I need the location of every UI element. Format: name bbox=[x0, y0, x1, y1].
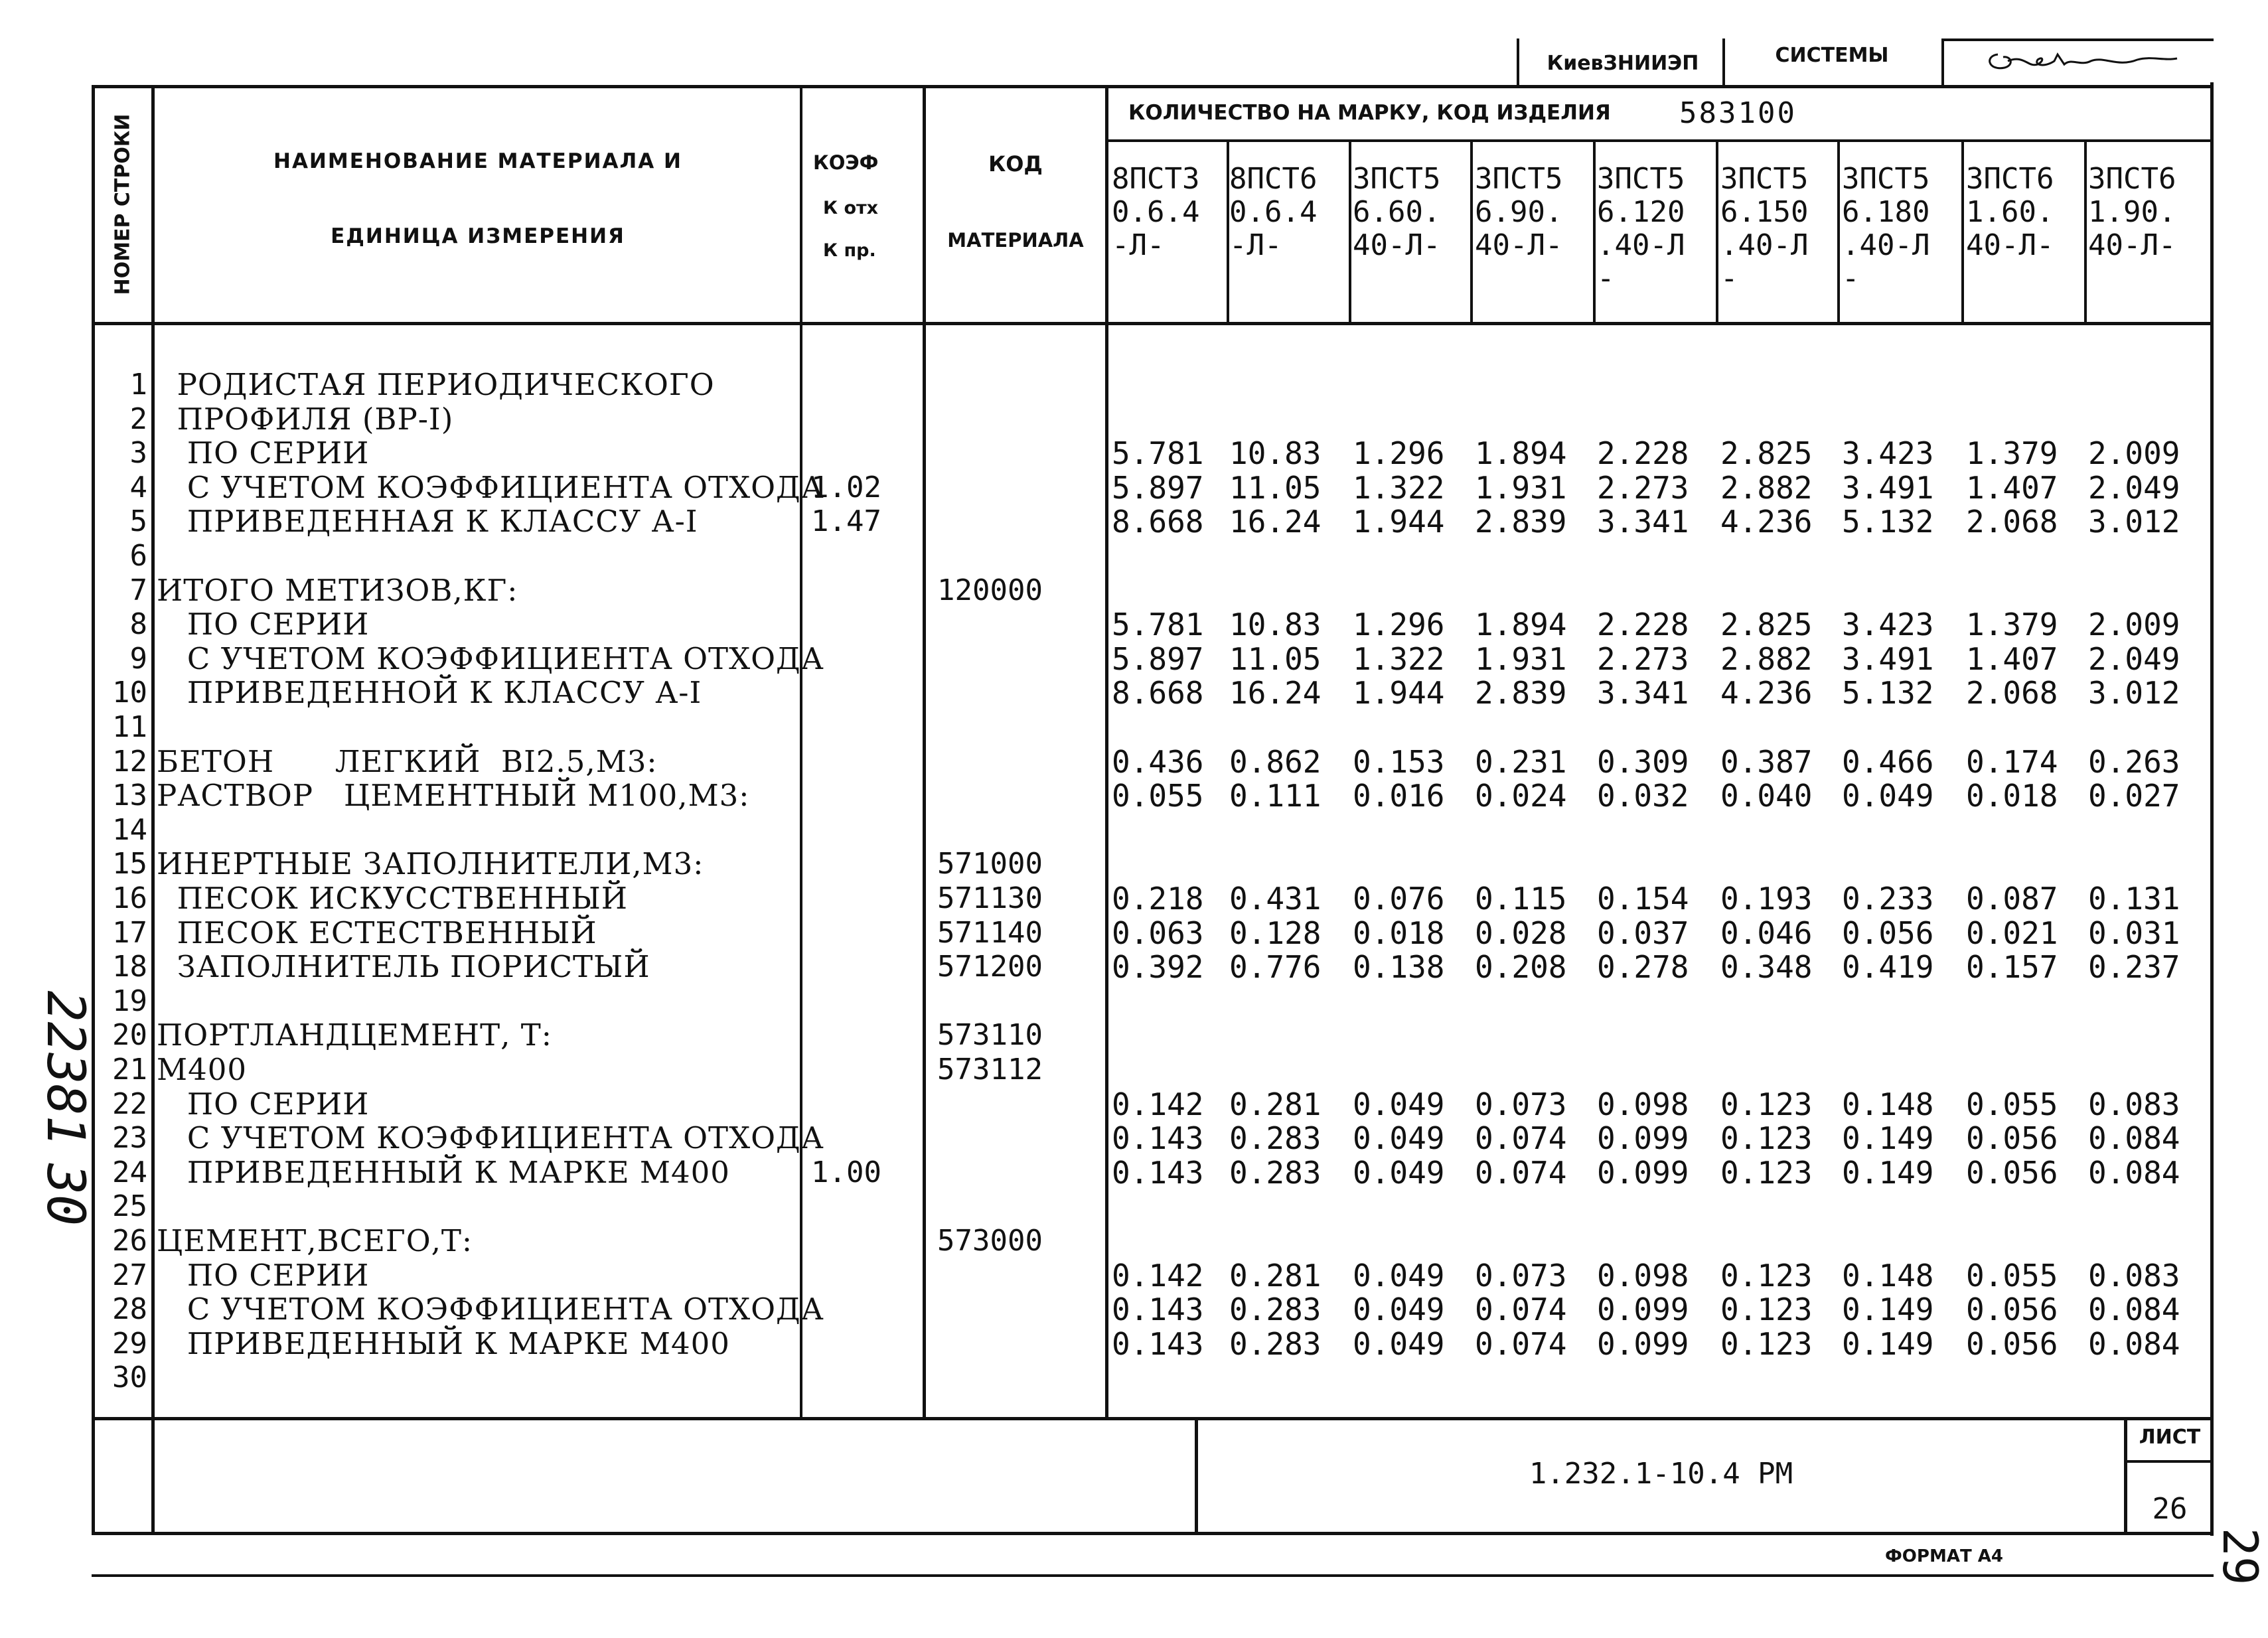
quantity-cell: 2.839 bbox=[1475, 504, 1567, 540]
quantity-cell: 2.009 bbox=[2088, 435, 2180, 472]
quantity-cell: 16.24 bbox=[1229, 504, 1322, 540]
row-number: 3 bbox=[129, 436, 147, 471]
row-number: 4 bbox=[129, 470, 147, 504]
quantity-cell: 3.341 bbox=[1597, 504, 1689, 540]
material-code: 573000 bbox=[937, 1224, 1043, 1258]
quantity-cell: 16.24 bbox=[1229, 675, 1322, 711]
quantity-cell: 0.309 bbox=[1597, 743, 1689, 780]
quantity-cell: 0.131 bbox=[2088, 881, 2180, 917]
mark-header-5: 3ПСТ5 6.120 .40-Л - bbox=[1597, 162, 1685, 295]
sheet-number: 26 bbox=[2152, 1492, 2188, 1526]
quantity-cell: 3.423 bbox=[1842, 435, 1934, 472]
quantity-cell: 0.431 bbox=[1229, 881, 1322, 917]
quantity-cell: 3.012 bbox=[2088, 504, 2180, 540]
quantity-cell: 0.027 bbox=[2088, 778, 2180, 814]
material-name: ПО СЕРИИ bbox=[157, 607, 370, 642]
quantity-cell: 0.099 bbox=[1597, 1292, 1689, 1328]
col-line-rownum bbox=[151, 85, 155, 1533]
material-name: ПРИВЕДЕННОЙ К КЛАССУ А-I bbox=[157, 675, 702, 711]
quantity-cell: 0.056 bbox=[1966, 1120, 2058, 1157]
row-number: 14 bbox=[112, 812, 147, 847]
material-code: 571000 bbox=[937, 847, 1043, 881]
row-number: 11 bbox=[112, 710, 147, 744]
quantity-cell: 1.322 bbox=[1353, 469, 1445, 506]
material-name: С УЧЕТОМ КОЭФФИЦИЕНТА ОТХОДА bbox=[157, 1292, 824, 1327]
quantity-cell: 8.668 bbox=[1112, 504, 1204, 540]
quantity-cell: 2.882 bbox=[1720, 469, 1813, 506]
format-rule bbox=[92, 1574, 2214, 1577]
material-code: 573110 bbox=[937, 1018, 1043, 1053]
inventory-number: 22381 bbox=[35, 990, 95, 1147]
signature-icon bbox=[1965, 41, 2204, 85]
quantity-cell: 0.283 bbox=[1229, 1325, 1322, 1362]
material-name: ПРИВЕДЕННЫЙ К МАРКЕ М400 bbox=[157, 1154, 730, 1190]
quantity-cell: 1.944 bbox=[1353, 504, 1445, 540]
quantity-label: КОЛИЧЕСТВО НА МАРКУ, КОД ИЗДЕЛИЯ bbox=[1128, 101, 1611, 125]
quantity-cell: 0.049 bbox=[1353, 1257, 1445, 1294]
quantity-cell: 1.296 bbox=[1353, 607, 1445, 643]
quantity-cell: 0.056 bbox=[1842, 915, 1934, 951]
quantity-cell: 11.05 bbox=[1229, 640, 1322, 677]
quantity-cell: 0.056 bbox=[1966, 1154, 2058, 1191]
row-number: 17 bbox=[112, 915, 147, 950]
quantity-cell: 0.419 bbox=[1842, 949, 1934, 986]
stamp-line-1 bbox=[1517, 38, 1519, 86]
quantity-cell: 0.138 bbox=[1353, 949, 1445, 986]
quantity-cell: 0.049 bbox=[1353, 1292, 1445, 1328]
material-name: ЦЕМЕНТ,ВСЕГО,Т: bbox=[157, 1223, 473, 1258]
row-number: 23 bbox=[112, 1121, 147, 1155]
row-number: 26 bbox=[112, 1224, 147, 1258]
quantity-cell: 4.236 bbox=[1720, 675, 1813, 711]
quantity-cell: 0.074 bbox=[1475, 1120, 1567, 1157]
quantity-cell: 0.193 bbox=[1720, 881, 1813, 917]
quantity-cell: 2.882 bbox=[1720, 640, 1813, 677]
material-code: 571130 bbox=[937, 881, 1043, 915]
quantity-cell: 1.407 bbox=[1966, 469, 2058, 506]
quantity-cell: 0.149 bbox=[1842, 1120, 1934, 1157]
quantity-cell: 0.348 bbox=[1720, 949, 1813, 986]
quantity-cell: 0.016 bbox=[1353, 778, 1445, 814]
quantity-cell: 3.341 bbox=[1597, 675, 1689, 711]
row-number: 28 bbox=[112, 1292, 147, 1327]
mark-header-2: 8ПСТ6 0.6.4 -Л- bbox=[1229, 162, 1318, 262]
row-number: 5 bbox=[129, 504, 147, 539]
quantity-cell: 0.074 bbox=[1475, 1292, 1567, 1328]
quantity-cell: 5.781 bbox=[1112, 435, 1204, 472]
material-code: 571140 bbox=[937, 915, 1043, 950]
material-name: С УЧЕТОМ КОЭФФИЦИЕНТА ОТХОДА bbox=[157, 1120, 824, 1156]
quantity-cell: 0.040 bbox=[1720, 778, 1813, 814]
quantity-cell: 0.123 bbox=[1720, 1325, 1813, 1362]
quantity-cell: 0.123 bbox=[1720, 1120, 1813, 1157]
sheet-box-mid bbox=[2124, 1460, 2214, 1463]
quantity-cell: 0.098 bbox=[1597, 1257, 1689, 1294]
mark-header-8: 3ПСТ6 1.60. 40-Л- bbox=[1966, 162, 2054, 262]
mark-col-line bbox=[1349, 141, 1351, 323]
quantity-cell: 0.237 bbox=[2088, 949, 2180, 986]
material-name: ПЕСОК ЕСТЕСТВЕННЫЙ bbox=[157, 915, 597, 950]
coefficient-value: 1.00 bbox=[811, 1155, 881, 1189]
quantity-cell: 0.862 bbox=[1229, 743, 1322, 780]
quantity-cell: 0.049 bbox=[1842, 778, 1934, 814]
quantity-cell: 0.149 bbox=[1842, 1325, 1934, 1362]
quantity-cell: 0.149 bbox=[1842, 1154, 1934, 1191]
material-name: ПРОФИЛЯ (ВР-I) bbox=[157, 401, 454, 437]
material-code: 571200 bbox=[937, 950, 1043, 984]
material-name: ПО СЕРИИ bbox=[157, 1257, 370, 1293]
row-number: 22 bbox=[112, 1086, 147, 1121]
row-number: 27 bbox=[112, 1258, 147, 1292]
quantity-cell: 0.776 bbox=[1229, 949, 1322, 986]
quantity-cell: 0.056 bbox=[1966, 1325, 2058, 1362]
mark-col-line bbox=[2084, 141, 2087, 323]
coef-header-line2: К отх bbox=[823, 198, 879, 218]
quantity-cell: 0.074 bbox=[1475, 1154, 1567, 1191]
quantity-cell: 1.944 bbox=[1353, 675, 1445, 711]
quantity-cell: 2.273 bbox=[1597, 640, 1689, 677]
mark-col-line bbox=[1716, 141, 1718, 323]
material-name: ПРИВЕДЕННАЯ К КЛАССУ А-I bbox=[157, 504, 698, 540]
quantity-cell: 5.897 bbox=[1112, 640, 1204, 677]
product-code: 583100 bbox=[1679, 96, 1797, 130]
quantity-cell: 1.931 bbox=[1475, 469, 1567, 506]
frame-right bbox=[2210, 82, 2214, 1536]
mark-header-1: 8ПСТ3 0.6.4 -Л- bbox=[1112, 162, 1200, 262]
quantity-cell: 2.068 bbox=[1966, 504, 2058, 540]
quantity-cell: 0.084 bbox=[2088, 1120, 2180, 1157]
quantity-cell: 0.143 bbox=[1112, 1154, 1204, 1191]
quantity-cell: 0.154 bbox=[1597, 881, 1689, 917]
quantity-cell: 0.387 bbox=[1720, 743, 1813, 780]
body-bottom-line bbox=[92, 1417, 2214, 1420]
quantity-cell: 3.423 bbox=[1842, 607, 1934, 643]
quantity-cell: 0.392 bbox=[1112, 949, 1204, 986]
format-label: ФОРМАТ А4 bbox=[1885, 1546, 2003, 1566]
quantity-cell: 0.281 bbox=[1229, 1257, 1322, 1294]
col-line-code bbox=[1105, 85, 1108, 1419]
quantity-cell: 0.157 bbox=[1966, 949, 2058, 986]
quantity-cell: 0.076 bbox=[1353, 881, 1445, 917]
quantity-cell: 0.063 bbox=[1112, 915, 1204, 951]
quantity-cell: 0.032 bbox=[1597, 778, 1689, 814]
mark-header-9: 3ПСТ6 1.90. 40-Л- bbox=[2088, 162, 2176, 262]
quantity-cell: 0.018 bbox=[1353, 915, 1445, 951]
quantity-cell: 1.379 bbox=[1966, 435, 2058, 472]
quantity-cell: 0.278 bbox=[1597, 949, 1689, 986]
quantity-cell: 10.83 bbox=[1229, 607, 1322, 643]
quantity-cell: 0.174 bbox=[1966, 743, 2058, 780]
quantity-cell: 0.123 bbox=[1720, 1292, 1813, 1328]
mark-header-3: 3ПСТ5 6.60. 40-Л- bbox=[1353, 162, 1441, 262]
stamp-line-3 bbox=[1941, 38, 1944, 86]
quantity-cell: 5.897 bbox=[1112, 469, 1204, 506]
quantity-cell: 0.099 bbox=[1597, 1154, 1689, 1191]
stamp-signature bbox=[1965, 41, 2204, 85]
material-code: 120000 bbox=[937, 573, 1043, 607]
quantity-cell: 1.894 bbox=[1475, 435, 1567, 472]
quantity-cell: 0.111 bbox=[1229, 778, 1322, 814]
quantity-cell: 0.149 bbox=[1842, 1292, 1934, 1328]
quantity-cell: 8.668 bbox=[1112, 675, 1204, 711]
quantity-cell: 0.148 bbox=[1842, 1257, 1934, 1294]
quantity-cell: 2.273 bbox=[1597, 469, 1689, 506]
material-code: 573112 bbox=[937, 1053, 1043, 1086]
quantity-cell: 0.028 bbox=[1475, 915, 1567, 951]
material-name: ЗАПОЛНИТЕЛЬ ПОРИСТЫЙ bbox=[157, 949, 650, 985]
quantity-cell: 2.839 bbox=[1475, 675, 1567, 711]
sheet-label: ЛИСТ bbox=[2139, 1426, 2201, 1449]
material-name: ИНЕРТНЫЕ ЗАПОЛНИТЕЛИ,М3: bbox=[157, 846, 704, 882]
material-name: С УЧЕТОМ КОЭФФИЦИЕНТА ОТХОДА bbox=[157, 469, 824, 505]
quantity-cell: 0.084 bbox=[2088, 1292, 2180, 1328]
mark-col-line bbox=[1470, 141, 1473, 323]
quantity-cell: 0.128 bbox=[1229, 915, 1322, 951]
inventory-suffix: 30 bbox=[35, 1163, 95, 1226]
quantity-cell: 0.084 bbox=[2088, 1154, 2180, 1191]
quantity-cell: 0.049 bbox=[1353, 1086, 1445, 1122]
quantity-cell: 10.83 bbox=[1229, 435, 1322, 472]
quantity-cell: 0.231 bbox=[1475, 743, 1567, 780]
quantity-cell: 0.281 bbox=[1229, 1086, 1322, 1122]
quantity-cell: 0.123 bbox=[1720, 1257, 1813, 1294]
material-name: ИТОГО МЕТИЗОВ,КГ: bbox=[157, 572, 518, 608]
quantity-cell: 0.263 bbox=[2088, 743, 2180, 780]
material-name: М400 bbox=[157, 1052, 247, 1087]
quantity-cell: 0.055 bbox=[1966, 1086, 2058, 1122]
quantity-cell: 5.132 bbox=[1842, 504, 1934, 540]
row-number-header: НОМЕР СТРОКИ bbox=[111, 113, 135, 295]
quantity-cell: 2.228 bbox=[1597, 607, 1689, 643]
material-name: ПРИВЕДЕННЫЙ К МАРКЕ М400 bbox=[157, 1325, 730, 1361]
row-number: 24 bbox=[112, 1155, 147, 1189]
quantity-cell: 3.491 bbox=[1842, 469, 1934, 506]
row-number: 15 bbox=[112, 847, 147, 881]
coef-header-line3: К пр. bbox=[823, 240, 876, 261]
quantity-cell: 0.074 bbox=[1475, 1325, 1567, 1362]
quantity-cell: 2.825 bbox=[1720, 607, 1813, 643]
row-number: 1 bbox=[129, 368, 147, 402]
quantity-cell: 0.208 bbox=[1475, 949, 1567, 986]
material-name: ПЕСОК ИСКУССТВЕННЫЙ bbox=[157, 881, 628, 916]
quantity-cell: 0.031 bbox=[2088, 915, 2180, 951]
quantity-cell: 1.296 bbox=[1353, 435, 1445, 472]
row-number: 8 bbox=[129, 607, 147, 642]
document-code: 1.232.1-10.4 РМ bbox=[1529, 1457, 1793, 1491]
quantity-cell: 0.049 bbox=[1353, 1120, 1445, 1157]
material-name: ПОРТЛАНДЦЕМЕНТ, Т: bbox=[157, 1017, 552, 1053]
quantity-cell: 0.143 bbox=[1112, 1120, 1204, 1157]
material-name: ПО СЕРИИ bbox=[157, 1086, 370, 1122]
row-number: 2 bbox=[129, 402, 147, 436]
quantity-cell: 0.073 bbox=[1475, 1257, 1567, 1294]
row-number: 13 bbox=[112, 779, 147, 813]
quantity-cell: 0.024 bbox=[1475, 778, 1567, 814]
quantity-cell: 1.894 bbox=[1475, 607, 1567, 643]
quantity-cell: 0.056 bbox=[1966, 1292, 2058, 1328]
quantity-cell: 0.084 bbox=[2088, 1325, 2180, 1362]
row-number: 21 bbox=[112, 1053, 147, 1086]
mark-col-line bbox=[1593, 141, 1596, 323]
quantity-cell: 0.466 bbox=[1842, 743, 1934, 780]
material-name: ПО СЕРИИ bbox=[157, 435, 370, 471]
quantity-cell: 0.142 bbox=[1112, 1257, 1204, 1294]
quantity-cell: 5.781 bbox=[1112, 607, 1204, 643]
row-number: 16 bbox=[112, 881, 147, 915]
quantity-cell: 0.143 bbox=[1112, 1292, 1204, 1328]
row-number: 12 bbox=[112, 744, 147, 779]
header-bottom-line bbox=[92, 322, 2214, 325]
quantity-cell: 0.123 bbox=[1720, 1154, 1813, 1191]
quantity-cell: 0.098 bbox=[1597, 1086, 1689, 1122]
code-header-line2: МАТЕРИАЛА bbox=[947, 229, 1084, 252]
row-number: 30 bbox=[112, 1361, 147, 1395]
row-number: 25 bbox=[112, 1189, 147, 1224]
quantity-cell: 2.049 bbox=[2088, 469, 2180, 506]
quantity-cell: 1.379 bbox=[1966, 607, 2058, 643]
page-corner-number: 29 bbox=[2212, 1527, 2268, 1586]
quantity-cell: 2.825 bbox=[1720, 435, 1813, 472]
quantity-cell: 0.283 bbox=[1229, 1120, 1322, 1157]
quantity-cell: 5.132 bbox=[1842, 675, 1934, 711]
quantity-cell: 0.115 bbox=[1475, 881, 1567, 917]
quantity-cell: 0.436 bbox=[1112, 743, 1204, 780]
material-name: С УЧЕТОМ КОЭФФИЦИЕНТА ОТХОДА bbox=[157, 640, 824, 676]
quantity-cell: 3.491 bbox=[1842, 640, 1934, 677]
coefficient-value: 1.02 bbox=[811, 470, 881, 504]
quantity-cell: 0.153 bbox=[1353, 743, 1445, 780]
quantity-cell: 2.049 bbox=[2088, 640, 2180, 677]
col-line-coef bbox=[923, 85, 926, 1419]
quantity-label-line bbox=[1107, 139, 2214, 142]
quantity-cell: 4.236 bbox=[1720, 504, 1813, 540]
quantity-cell: 0.021 bbox=[1966, 915, 2058, 951]
quantity-cell: 0.073 bbox=[1475, 1086, 1567, 1122]
coef-header-line1: КОЭФ bbox=[813, 151, 879, 174]
row-number: 19 bbox=[112, 984, 147, 1018]
quantity-cell: 0.123 bbox=[1720, 1086, 1813, 1122]
row-number: 20 bbox=[112, 1018, 147, 1053]
name-header-line2: ЕДИНИЦА ИЗМЕРЕНИЯ bbox=[331, 224, 625, 248]
quantity-cell: 0.037 bbox=[1597, 915, 1689, 951]
quantity-cell: 0.049 bbox=[1353, 1154, 1445, 1191]
material-name: РОДИСТАЯ ПЕРИОДИЧЕСКОГО bbox=[157, 367, 715, 402]
quantity-cell: 1.322 bbox=[1353, 640, 1445, 677]
quantity-cell: 0.142 bbox=[1112, 1086, 1204, 1122]
name-header-line1: НАИМЕНОВАНИЕ МАТЕРИАЛА И bbox=[273, 149, 682, 173]
quantity-cell: 0.218 bbox=[1112, 881, 1204, 917]
quantity-cell: 0.046 bbox=[1720, 915, 1813, 951]
col-line-name bbox=[800, 85, 802, 1419]
quantity-cell: 0.233 bbox=[1842, 881, 1934, 917]
stamp-line-2 bbox=[1722, 38, 1725, 86]
row-number: 29 bbox=[112, 1326, 147, 1361]
row-number: 6 bbox=[129, 539, 147, 573]
mark-header-6: 3ПСТ5 6.150 .40-Л - bbox=[1720, 162, 1809, 295]
frame-bottom bbox=[92, 1532, 2214, 1535]
quantity-cell: 0.143 bbox=[1112, 1325, 1204, 1362]
quantity-cell: 0.283 bbox=[1229, 1154, 1322, 1191]
material-name: РАСТВОР ЦЕМЕНТНЫЙ М100,М3: bbox=[157, 778, 750, 814]
stamp-systems: СИСТЕМЫ bbox=[1775, 44, 1889, 67]
mark-col-line bbox=[1961, 141, 1964, 323]
quantity-cell: 0.049 bbox=[1353, 1325, 1445, 1362]
quantity-cell: 0.018 bbox=[1966, 778, 2058, 814]
quantity-cell: 0.099 bbox=[1597, 1325, 1689, 1362]
coefficient-value: 1.47 bbox=[811, 504, 881, 539]
quantity-cell: 0.148 bbox=[1842, 1086, 1934, 1122]
quantity-cell: 0.055 bbox=[1112, 778, 1204, 814]
mark-header-4: 3ПСТ5 6.90. 40-Л- bbox=[1475, 162, 1563, 262]
mark-col-line bbox=[1837, 141, 1840, 323]
code-header-line1: КОД bbox=[988, 151, 1043, 177]
quantity-cell: 0.087 bbox=[1966, 881, 2058, 917]
row-number: 18 bbox=[112, 950, 147, 984]
quantity-cell: 3.012 bbox=[2088, 675, 2180, 711]
quantity-cell: 1.407 bbox=[1966, 640, 2058, 677]
frame-top bbox=[92, 85, 2214, 88]
quantity-cell: 0.083 bbox=[2088, 1257, 2180, 1294]
quantity-cell: 2.228 bbox=[1597, 435, 1689, 472]
row-number: 9 bbox=[129, 641, 147, 676]
quantity-cell: 11.05 bbox=[1229, 469, 1322, 506]
quantity-cell: 1.931 bbox=[1475, 640, 1567, 677]
quantity-cell: 0.083 bbox=[2088, 1086, 2180, 1122]
material-name: БЕТОН ЛЕГКИЙ ВI2.5,М3: bbox=[157, 743, 658, 779]
quantity-cell: 0.055 bbox=[1966, 1257, 2058, 1294]
mark-header-7: 3ПСТ5 6.180 .40-Л - bbox=[1842, 162, 1930, 295]
quantity-cell: 2.068 bbox=[1966, 675, 2058, 711]
row-number: 10 bbox=[112, 676, 147, 710]
quantity-cell: 0.099 bbox=[1597, 1120, 1689, 1157]
row-number: 7 bbox=[129, 573, 147, 607]
stamp-org: КиевЗНИИЭП bbox=[1547, 52, 1699, 75]
quantity-cell: 0.283 bbox=[1229, 1292, 1322, 1328]
quantity-cell: 2.009 bbox=[2088, 607, 2180, 643]
